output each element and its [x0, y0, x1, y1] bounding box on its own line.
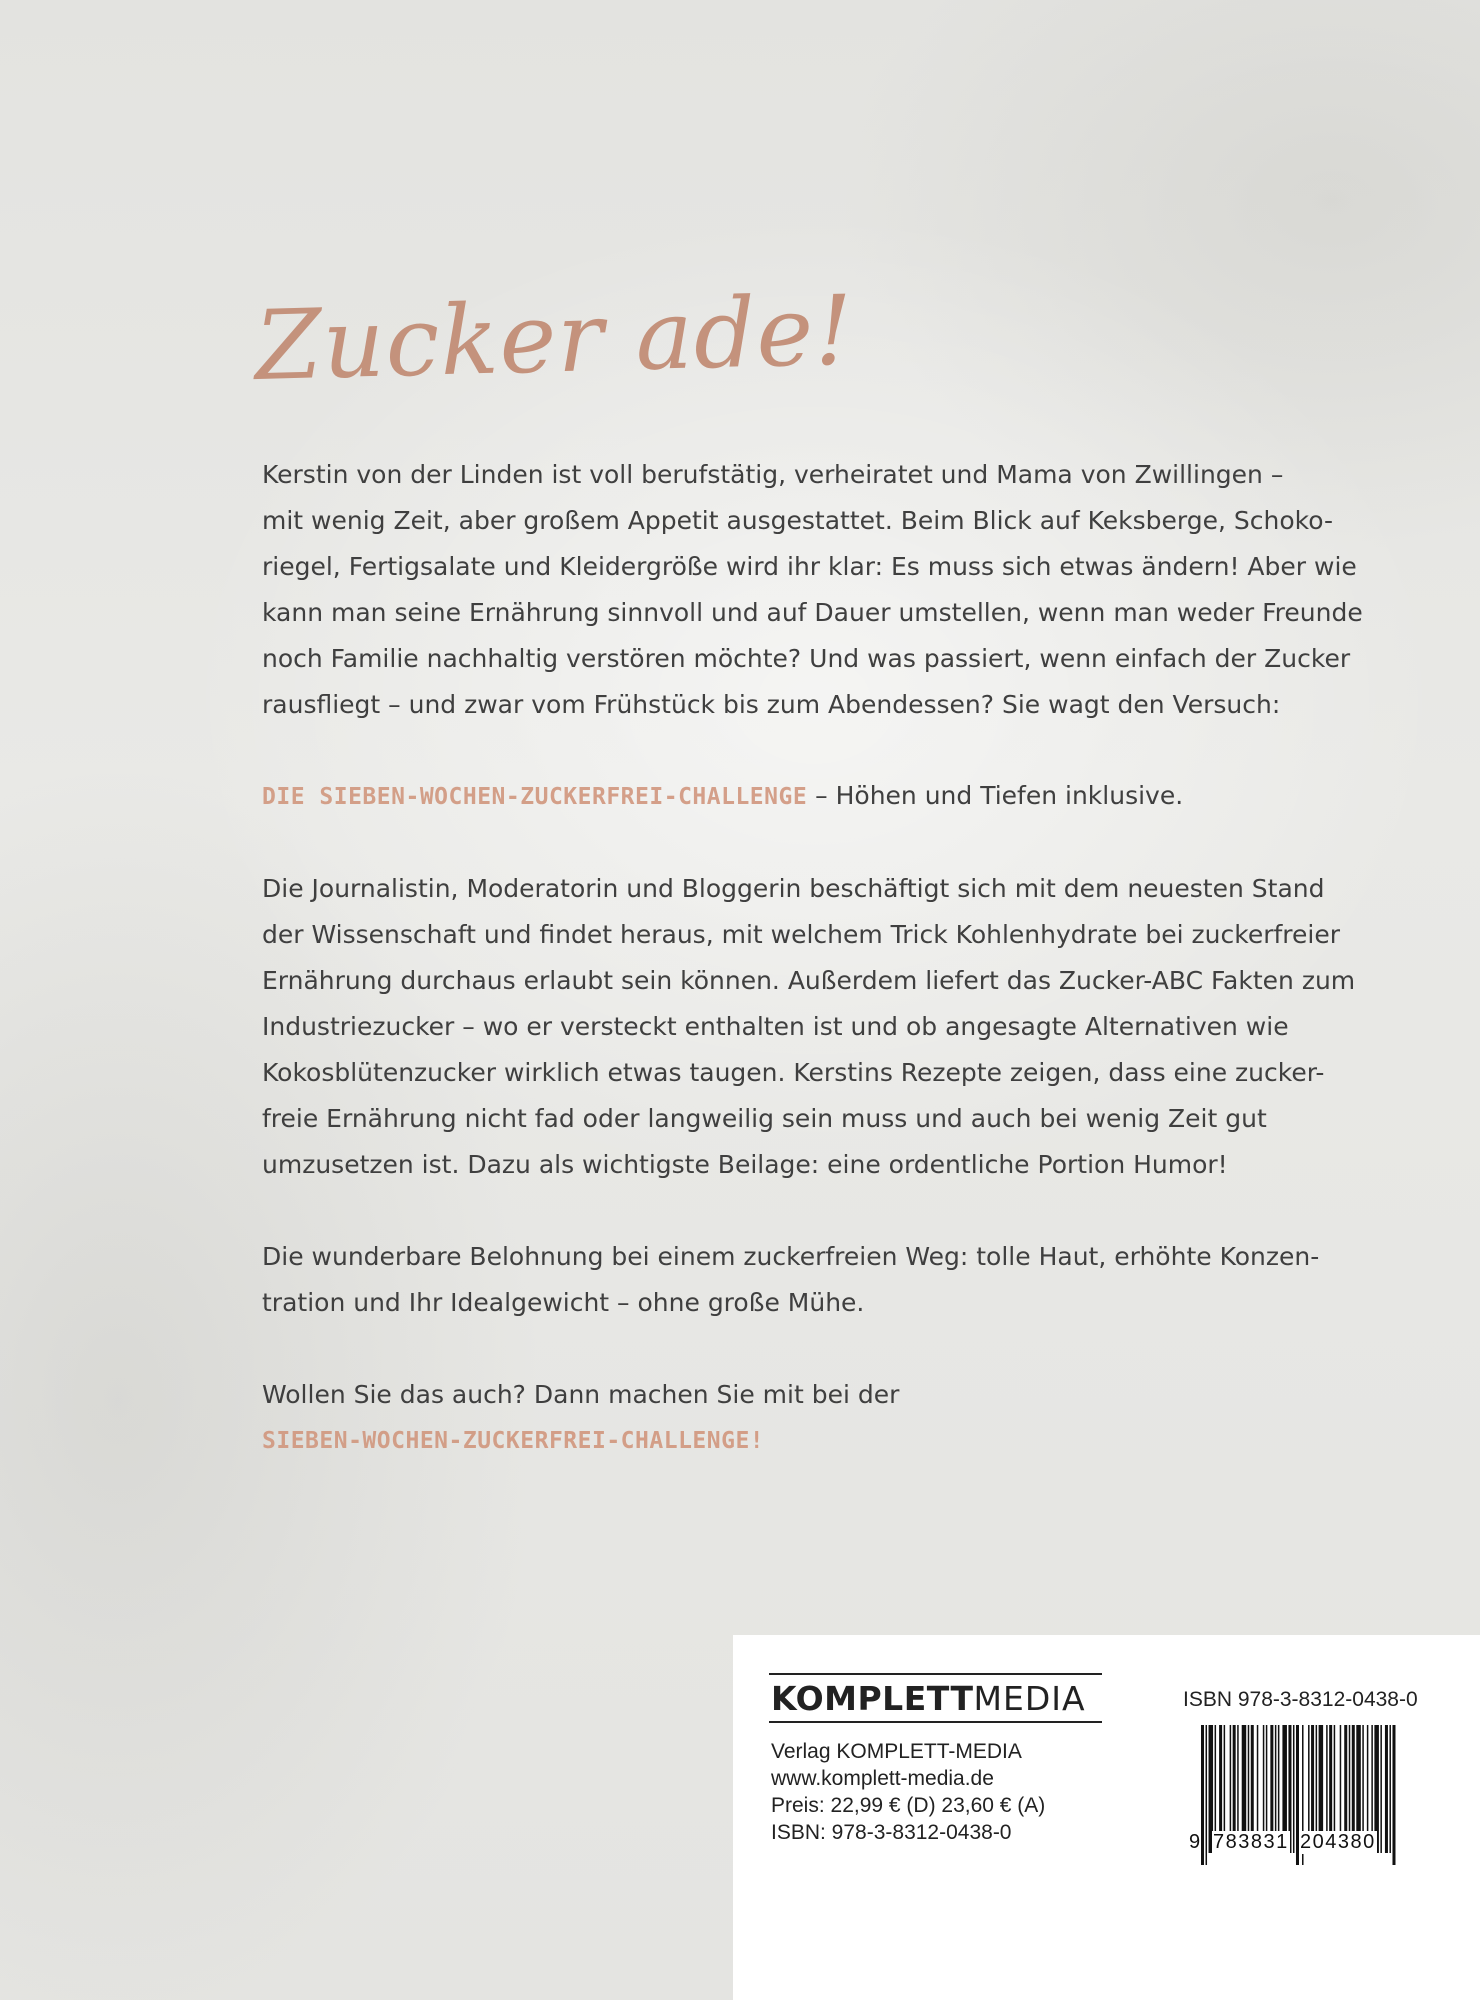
- text-line: [262, 773, 1282, 820]
- barcode-group-2: 204380: [1300, 1831, 1376, 1853]
- intro-paragraph: [262, 452, 1363, 728]
- barcode-bar: [1389, 1725, 1391, 1853]
- publisher-info: [771, 1738, 1045, 1846]
- logo-bold-text: KOMPLETT: [771, 1679, 974, 1718]
- text-line: Industriezucker – wo er versteckt enthalten ist und ob angesagte Alternativen wie: [262, 1012, 1289, 1041]
- challenge-stamp: DIE SIEBEN-WOCHEN-ZUCKERFREI-CHALLENGE: [262, 784, 808, 810]
- text-line: Kerstin von der Linden ist voll berufstätig, verheiratet und Mama von Zwillingen –: [262, 460, 1284, 489]
- imprint-box: [733, 1635, 1480, 2000]
- text-line: Kokosblütenzucker wirklich etwas taugen. Kerstins Rezepte zeigen, dass eine zucker-: [262, 1058, 1325, 1087]
- barcode-bar: [1392, 1725, 1395, 1865]
- barcode-bar: [1293, 1725, 1295, 1853]
- publisher-line: ISBN: 978-3-8312-0438-0: [771, 1821, 1012, 1844]
- text-line: freie Ernährung nicht fad oder langweilig sein muss und auch bei wenig Zeit gut: [262, 1104, 1267, 1133]
- barcode-bar: [1380, 1725, 1382, 1853]
- publisher-line: Verlag KOMPLETT-MEDIA: [771, 1740, 1022, 1763]
- isbn-label: ISBN 978-3-8312-0438-0: [1183, 1688, 1418, 1711]
- text-line: Wollen Sie das auch? Dann machen Sie mit bei der: [262, 1380, 900, 1409]
- barcode-bar: [1385, 1725, 1388, 1853]
- text-line: kann man seine Ernährung sinnvoll und auf Dauer umstellen, wenn man weder Freunde: [262, 598, 1363, 627]
- text-line: tration und Ihr Idealgewicht – ohne große Mühe.: [262, 1288, 865, 1317]
- barcode-group-1: 783831: [1213, 1831, 1289, 1853]
- text-line: Die Journalistin, Moderatorin und Bloggerin beschäftigt sich mit dem neuesten Stand: [262, 874, 1325, 903]
- barcode-bar: [1201, 1725, 1204, 1865]
- barcode-first-digit: 9: [1189, 1831, 1201, 1853]
- text-line: noch Familie nachhaltig verstören möchte? Und was passiert, wenn einfach der Zucker: [262, 644, 1351, 673]
- challenge-stamp-final: SIEBEN-WOCHEN-ZUCKERFREI-CHALLENGE!: [262, 1428, 765, 1454]
- reward-paragraph: [262, 1234, 1320, 1326]
- book-title: Zucker ade!: [253, 274, 856, 402]
- barcode-bar: [1206, 1725, 1208, 1865]
- call-to-action-paragraph: [262, 1372, 1282, 1464]
- text-line: rausfliegt – und zwar vom Frühstück bis zum Abendessen? Sie wagt den Versuch:: [262, 690, 1281, 719]
- text-line: Die wunderbare Belohnung bei einem zuckerfreien Weg: tolle Haut, erhöhte Konzen-: [262, 1242, 1320, 1271]
- text-line: mit wenig Zeit, aber großem Appetit ausgestattet. Beim Blick auf Keksberge, Schoko-: [262, 506, 1334, 535]
- text-line: umzusetzen ist. Dazu als wichtigste Beilage: eine ordentliche Portion Humor!: [262, 1150, 1228, 1179]
- challenge-rest: – Höhen und Tiefen inklusive.: [807, 781, 1184, 810]
- text-line: Ernährung durchaus erlaubt sein können. Außerdem liefert das Zucker-ABC Fakten zum: [262, 966, 1356, 995]
- text-line: der Wissenschaft und findet heraus, mit welchem Trick Kohlenhydrate bei zuckerfreier: [262, 920, 1340, 949]
- challenge-paragraph: [262, 773, 1282, 820]
- description-paragraph: [262, 866, 1356, 1188]
- publisher-line: www.komplett-media.de: [771, 1767, 994, 1790]
- text-line: riegel, Fertigsalate und Kleidergröße wird ihr klar: Es muss sich etwas ändern! Aber wie: [262, 552, 1357, 581]
- publisher-logo: [769, 1673, 1102, 1723]
- logo-light-text: MEDIA: [973, 1679, 1086, 1718]
- publisher-line: Preis: 22,99 € (D) 23,60 € (A): [771, 1794, 1046, 1817]
